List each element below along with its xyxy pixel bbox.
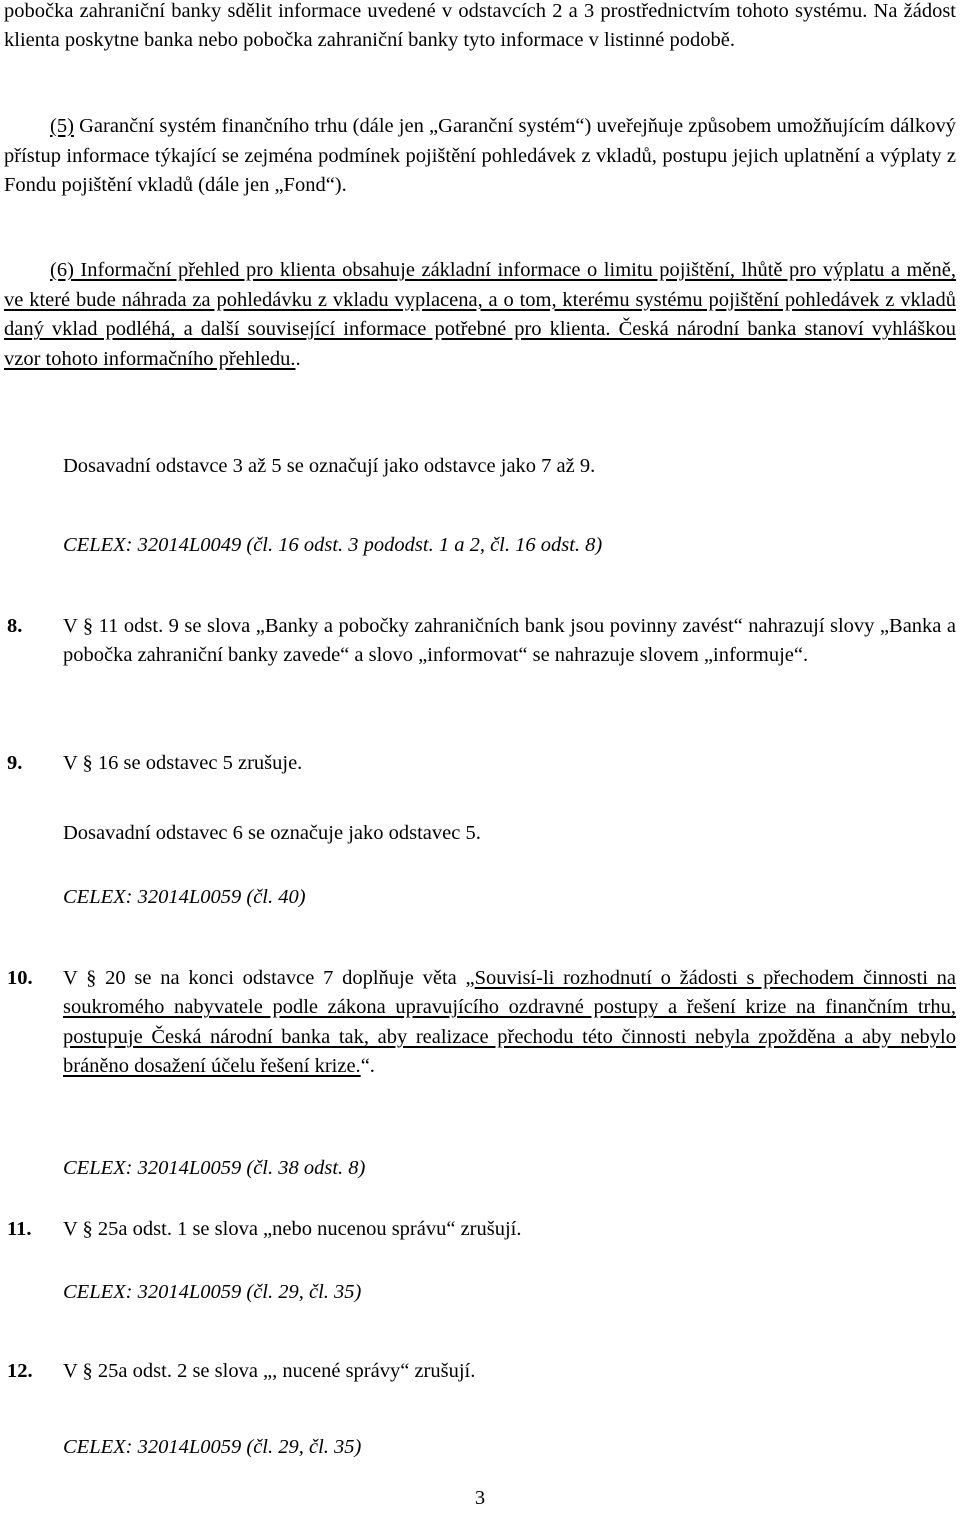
celex-reference-2: CELEX: 32014L0059 (čl. 40) — [63, 886, 306, 908]
item-12-text: V § 25a odst. 2 se slova „, nucené správy“ zrušují. — [63, 1360, 476, 1382]
celex-reference-1: CELEX: 32014L0049 (čl. 16 odst. 3 pododst. 1 a 2, čl. 16 odst. 8) — [63, 534, 603, 556]
paragraph-6-trailing: . — [295, 347, 301, 370]
item-9-number: 9. — [7, 752, 23, 774]
item-9-text: V § 16 se odstavec 5 zrušuje. — [63, 752, 303, 774]
top-paragraph — [4, 0, 956, 55]
item-10-tail: “. — [360, 1055, 375, 1078]
item-8-text: V § 11 odst. 9 se slova „Banky a pobočky zahraničních bank jsou povinny zavést“ nahrazují slovy „Banka a pobočka zahraniční banky zavede“ a slovo „informovat“ se nahrazuje slovem „informuje“. — [63, 615, 956, 667]
paragraph-6-underlined — [4, 259, 956, 370]
item-10-text — [63, 964, 956, 1082]
celex-reference-5: CELEX: 32014L0059 (čl. 29, čl. 35) — [63, 1436, 362, 1458]
paragraph-6-number: (6) — [50, 259, 74, 281]
item-10-number: 10. — [7, 967, 33, 989]
paragraph-5-number: (5) — [50, 115, 74, 137]
paragraph-6 — [4, 256, 956, 374]
item-11-text: V § 25a odst. 1 se slova „nebo nucenou správu“ zrušují. — [63, 1218, 522, 1240]
page-number: 3 — [474, 1487, 486, 1509]
celex-reference-4: CELEX: 32014L0059 (čl. 29, čl. 35) — [63, 1281, 362, 1303]
renumber-note-1: Dosavadní odstavce 3 až 5 se označují jako odstavce jako 7 až 9. — [63, 455, 596, 477]
item-12-number: 12. — [7, 1360, 33, 1382]
celex-reference-3: CELEX: 32014L0059 (čl. 38 odst. 8) — [63, 1157, 366, 1179]
renumber-note-2: Dosavadní odstavec 6 se označuje jako odstavec 5. — [63, 822, 481, 844]
item-10-inserted-sentence: Souvisí-li rozhodnutí o žádosti s přechodem činnosti na soukromého nabyvatele podle zákona upravujícího ozdravné postupy a řešení krize na finančním trhu, postupuje Česká národní banka tak, aby realizace přechodu této činnosti nebyla zpožděna a aby nebylo bráněno dosažení účelu řešení krize. — [63, 967, 957, 1078]
item-10-lead: V § 20 se na konci odstavce 7 doplňuje věta „ — [63, 967, 475, 989]
top-paragraph-text: pobočka zahraniční banky sdělit informace uvedené v odstavcích 2 a 3 prostřednictvím tohoto systému. Na žádost klienta poskytne banka nebo pobočka zahraniční banky tyto informace v listinné podobě. — [4, 0, 956, 51]
item-11-number: 11. — [7, 1218, 32, 1240]
item-8-number: 8. — [7, 615, 23, 637]
paragraph-5 — [4, 112, 956, 201]
paragraph-5-text: Garanční systém finančního trhu (dále jen „Garanční systém“) uveřejňuje způsobem umožňujícím dálkový přístup informace týkající se zejména podmínek pojištění pohledávek z vkladů, postupu jejich uplatnění a výplaty z Fondu pojištění vkladů (dále jen „Fond“). — [4, 115, 956, 197]
paragraph-6-text: Informační přehled pro klienta obsahuje základní informace o limitu pojištění, lhůtě pro výplatu a měně, ve které bude náhrada za pohledávku z vkladu vyplacena, a o tom, kterému systému pojištění pohledávek z vkladů daný vklad podléhá, a další související informace potřebné pro klienta. Česká národní banka stanoví vyhláškou vzor tohoto informačního přehledu. — [4, 259, 956, 370]
